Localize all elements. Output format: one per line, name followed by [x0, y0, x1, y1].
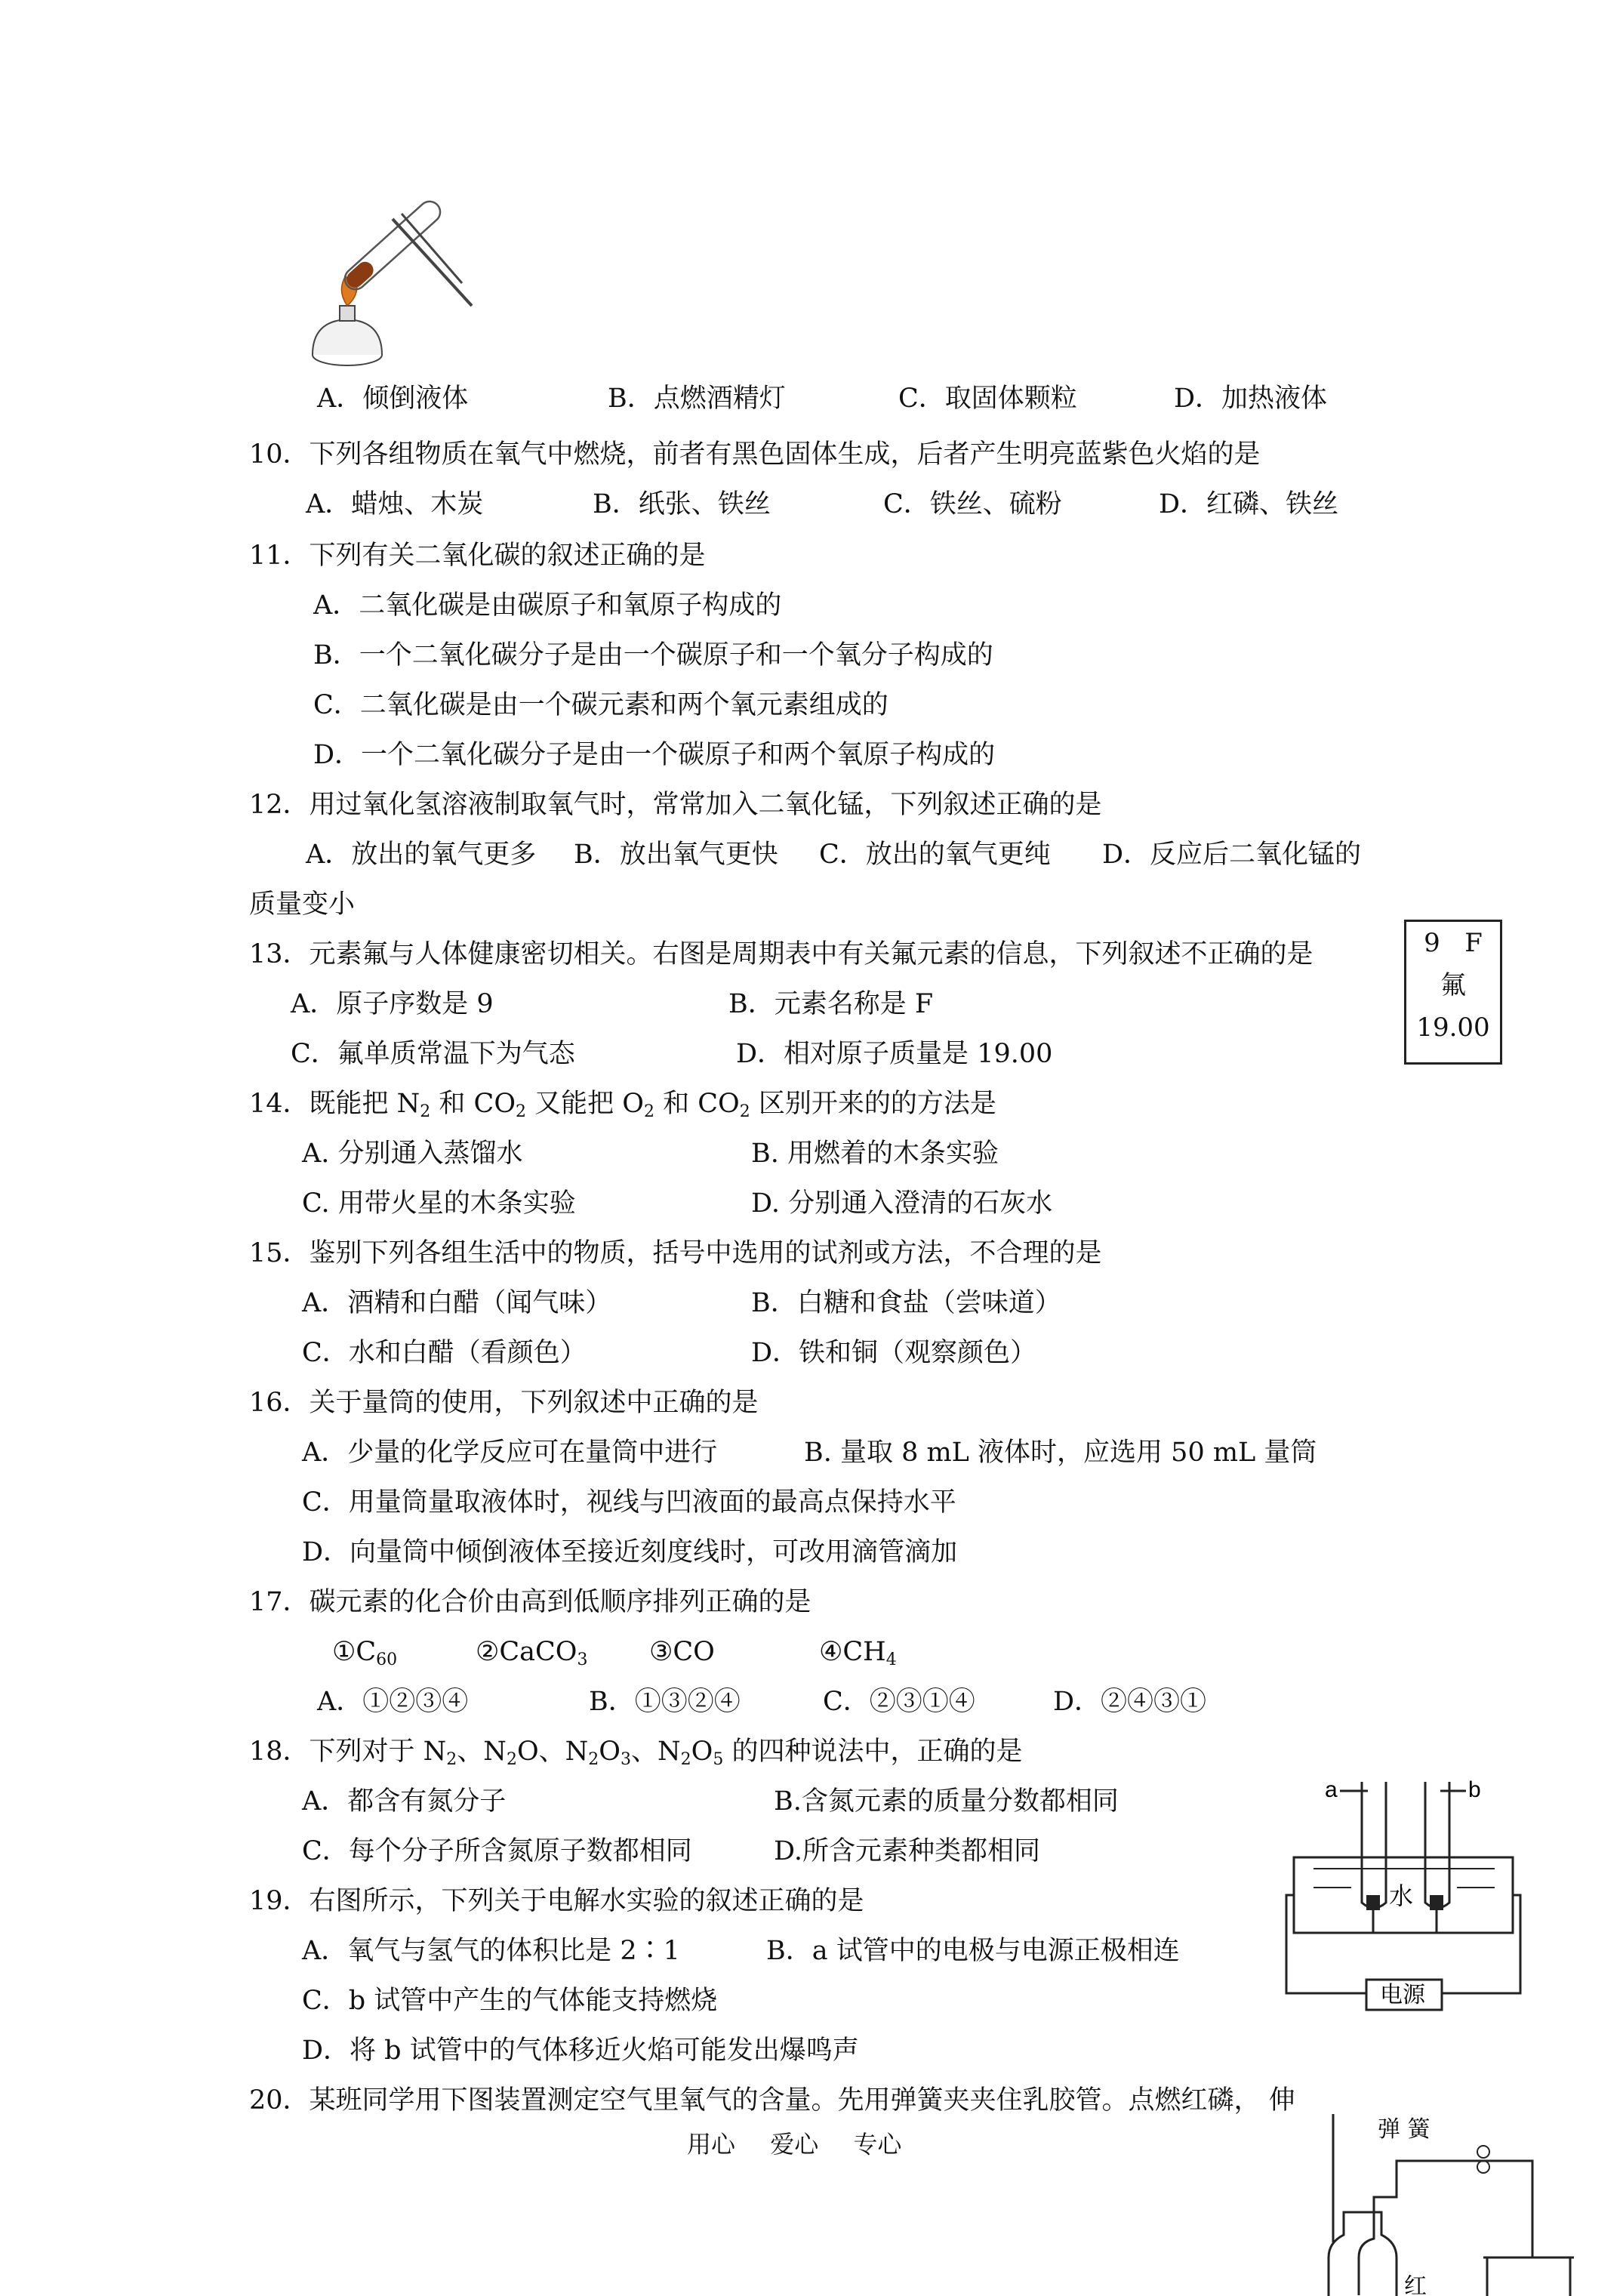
q12-option-d-continued: 质量变小 [249, 889, 356, 920]
q12-stem: 12．用过氧化氢溶液制取氧气时，常常加入二氧化锰，下列叙述正确的是 [249, 790, 1102, 820]
q11-option-a: A．二氧化碳是由碳原子和氧原子构成的 [313, 590, 782, 621]
q12-option-d: D．反应后二氧化锰的 [1102, 840, 1362, 870]
q11-option-b: B．一个二氧化碳分子是由一个碳原子和一个氧分子构成的 [313, 640, 993, 670]
q16-stem: 16．关于量筒的使用，下列叙述中正确的是 [249, 1388, 759, 1418]
q16-option-a: A．少量的化学反应可在量筒中进行 [302, 1438, 718, 1468]
footer-word-3: 专心 [853, 2130, 902, 2159]
oxygen-measurement-apparatus [1283, 2106, 1585, 2296]
q15-option-b: B．白糖和食盐（尝味道） [751, 1288, 1061, 1318]
heating-liquid-figure [302, 200, 483, 370]
q18-option-a: A．都含有氮分子 [302, 1786, 507, 1817]
q13-option-a: A．原子序数是 9 [291, 989, 494, 1019]
q10-option-a: A．蜡烛、木炭 [306, 489, 484, 519]
electrolysis-figure [1283, 1774, 1525, 2016]
q10-option-c: C．铁丝、硫粉 [883, 489, 1062, 519]
element-symbol: F [1464, 928, 1483, 958]
q11-option-c: C．二氧化碳是由一个碳元素和两个氧元素组成的 [313, 690, 888, 720]
q14-option-b: B. 用燃着的木条实验 [751, 1139, 999, 1169]
q19-option-a: A．氧气与氢气的体积比是 2∶1 [302, 1936, 680, 1966]
q11-stem: 11．下列有关二氧化碳的叙述正确的是 [249, 541, 706, 571]
q15-option-a: A．酒精和白醋（闻气味） [302, 1288, 612, 1318]
q14-option-a: A. 分别通入蒸馏水 [302, 1139, 523, 1169]
q14-option-c: C. 用带火星的木条实验 [302, 1188, 576, 1219]
q14-stem: 14．既能把 $N_2$ 和 $CO_2$ 又能把 $O_2$ 和 $CO_2$ 区别开来的的方法是 [249, 1089, 996, 1121]
water-label: 水 [1389, 1881, 1414, 1910]
fluorine-element-card [1404, 920, 1502, 1065]
page-footer [687, 2125, 929, 2160]
q19-option-c: C．b 试管中产生的气体能支持燃烧 [302, 1986, 718, 2016]
q15-option-d: D．铁和铜（观察颜色） [751, 1338, 1037, 1368]
q16-option-c: C．用量筒量取液体时，视线与凹液面的最高点保持水平 [302, 1487, 956, 1518]
q17-item-4: $④CH_4$ [819, 1637, 897, 1669]
q18-option-d: D.所含元素种类都相同 [774, 1836, 1040, 1866]
q19-option-d: D．将 b 试管中的气体移近火焰可能发出爆鸣声 [302, 2036, 859, 2066]
q15-option-c: C．水和白醋（看颜色） [302, 1338, 587, 1368]
q17-stem: 17．碳元素的化合价由高到低顺序排列正确的是 [249, 1587, 812, 1617]
power-source-label: 电源 [1380, 1982, 1425, 2008]
q14-option-d: D. 分别通入澄清的石灰水 [751, 1188, 1053, 1219]
q13-stem: 13．元素氟与人体健康密切相关。右图是周期表中有关氟元素的信息，下列叙述不正确的是 [249, 939, 1313, 969]
q18-option-c: C．每个分子所含氮原子数都相同 [302, 1836, 692, 1866]
q13-option-b: B．元素名称是 F [728, 989, 934, 1019]
q20-stem: 20．某班同学用下图装置测定空气里氧气的含量。先用弹簧夹夹住乳胶管。点燃红磷， 伸 [249, 2085, 1295, 2116]
q17-option-c: C．②③①④ [823, 1687, 975, 1717]
element-name: 氟 [1440, 970, 1466, 1000]
q17-item-3: ③CO [649, 1637, 715, 1667]
q12-option-a: A．放出的氧气更多 [306, 840, 537, 870]
q13-option-c: C．氟单质常温下为气态 [291, 1039, 575, 1069]
tube-a-label: a [1325, 1777, 1338, 1802]
q9-option-c: C．取固体颗粒 [898, 384, 1077, 414]
footer-word-1: 用心 [687, 2130, 736, 2159]
q17-option-d: D．②④③① [1053, 1687, 1207, 1717]
footer-word-2: 爱心 [770, 2130, 819, 2159]
q9-option-d: D．加热液体 [1174, 384, 1328, 414]
q10-option-d: D．红磷、铁丝 [1159, 489, 1339, 519]
element-mass: 19.00 [1416, 1012, 1490, 1043]
element-number: 9 [1424, 928, 1440, 958]
q9-option-b: B．点燃酒精灯 [608, 384, 786, 414]
q17-option-a: A．①②③④ [317, 1687, 469, 1717]
q15-stem: 15．鉴别下列各组生活中的物质，括号中选用的试剂或方法，不合理的是 [249, 1238, 1102, 1268]
q19-option-b: B．a 试管中的电极与电源正极相连 [766, 1936, 1180, 1966]
q10-option-b: B．纸张、铁丝 [593, 489, 771, 519]
q13-option-d: D．相对原子质量是 19.00 [736, 1039, 1053, 1069]
q12-option-b: B．放出氧气更快 [574, 840, 778, 870]
tube-b-label: b [1468, 1777, 1481, 1802]
element-number-symbol [1406, 922, 1500, 964]
q18-stem: 18．下列对于 $N_2$、$N_2O$、$N_2O_3$、$N_2O_5$ 的四种说法中，正确的是 [249, 1737, 1023, 1769]
q9-option-a: A．倾倒液体 [317, 384, 469, 414]
q17-item-1: $①C_{60}$ [332, 1637, 398, 1669]
q17-option-b: B．①③②④ [589, 1687, 741, 1717]
spring-clip-label: 弹 簧 [1378, 2116, 1431, 2143]
q18-option-b: B.含氮元素的质量分数都相同 [774, 1786, 1119, 1817]
red-phosphorus-label: 红 [1404, 2273, 1427, 2296]
q17-item-2: ②CaCO$_3$ [476, 1637, 588, 1669]
q12-option-c: C．放出的氧气更纯 [819, 840, 1051, 870]
q11-option-d: D．一个二氧化碳分子是由一个碳原子和两个氧原子构成的 [313, 740, 996, 770]
q19-stem: 19．右图所示，下列关于电解水实验的叙述正确的是 [249, 1886, 864, 1916]
q10-stem: 10．下列各组物质在氧气中燃烧，前者有黑色固体生成，后者产生明亮蓝紫色火焰的是 [249, 439, 1261, 470]
q16-option-b: B. 量取 8 mL 液体时，应选用 50 mL 量筒 [804, 1438, 1317, 1468]
q16-option-d: D．向量筒中倾倒液体至接近刻度线时，可改用滴管滴加 [302, 1537, 958, 1567]
